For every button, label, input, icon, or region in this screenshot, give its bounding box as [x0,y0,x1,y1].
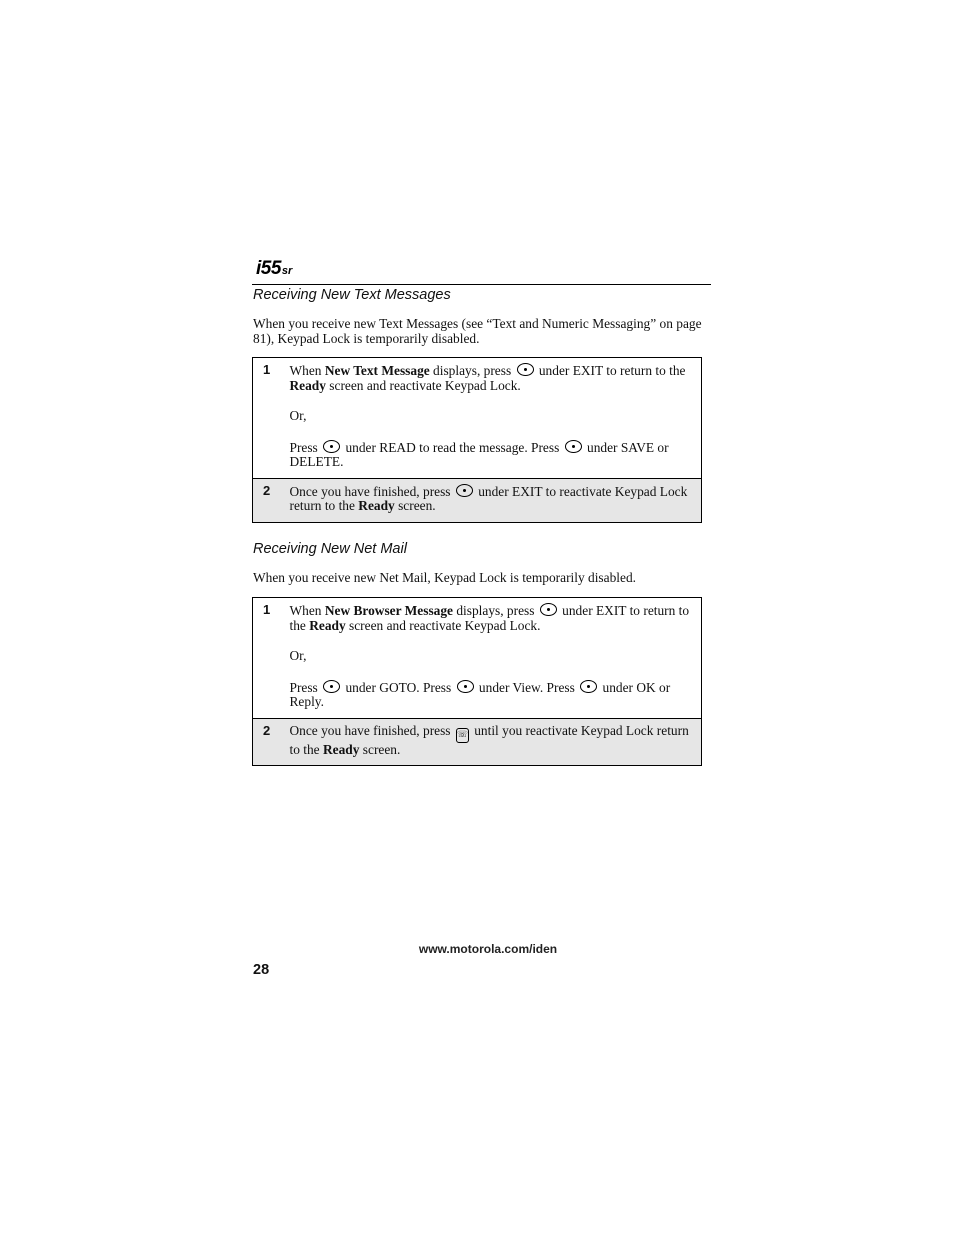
step-number: 2 [253,718,290,766]
bold-term: Ready [358,498,395,513]
bold-term: New Browser Message [324,603,453,618]
step-row [253,598,702,719]
step-row [253,478,702,522]
menu-softkey-icon [580,680,597,693]
step-text: When New Browser Message displays, press under EXIT to return to the Ready screen and reactivate Keypad Lock. Or, Press under GOTO. Press under View. Press under OK or Reply. [290,598,702,719]
bold-term: Ready [309,617,346,633]
menu-softkey-icon [457,680,474,693]
step-number: 2 [253,478,290,522]
step-text: Once you have finished, press ☏ until you reactivate Keypad Lock return to the Ready screen. [290,718,702,766]
menu-softkey-icon [456,484,473,497]
section-intro-text-messages: When you receive new Text Messages (see “Text and Numeric Messaging” on page 81), Keypad Lock is temporarily disabled. [253,316,702,346]
product-logo [256,259,292,278]
bold-term: Ready [322,741,360,757]
logo-suffix: sr [281,265,293,277]
menu-softkey-icon [517,363,534,376]
steps-table-text-messages [252,357,702,523]
section-heading-text-messages: Receiving New Text Messages [253,287,451,303]
or-label: Or, [289,408,307,423]
bold-term: New Text Message [324,363,430,378]
menu-softkey-icon [540,603,557,616]
end-key-icon: ☏ [456,728,469,743]
steps-table-net-mail [252,597,702,766]
step-row [253,358,702,479]
menu-softkey-icon [323,440,340,453]
step-text: When New Text Message displays, press under EXIT to return to the Ready screen and reactivate Keypad Lock. Or, Press under READ to read the message. Press under SAVE or DELETE. [290,358,702,479]
section-intro-net-mail: When you receive new Net Mail, Keypad Lock is temporarily disabled. [253,570,636,585]
step-number: 1 [253,598,290,719]
logo-model: i55 [256,258,281,279]
menu-softkey-icon [323,680,340,693]
bold-term: Ready [289,377,326,393]
menu-softkey-icon [565,440,582,453]
footer-url: www.motorola.com/iden [418,942,558,956]
step-number: 1 [253,358,290,479]
page-number: 28 [253,962,270,978]
section-heading-net-mail: Receiving New Net Mail [253,541,407,557]
step-text: Once you have finished, press under EXIT to reactivate Keypad Lock return to the Ready screen. [290,478,702,522]
step-row [253,718,702,766]
header-rule [252,284,711,285]
or-label: Or, [289,648,307,663]
